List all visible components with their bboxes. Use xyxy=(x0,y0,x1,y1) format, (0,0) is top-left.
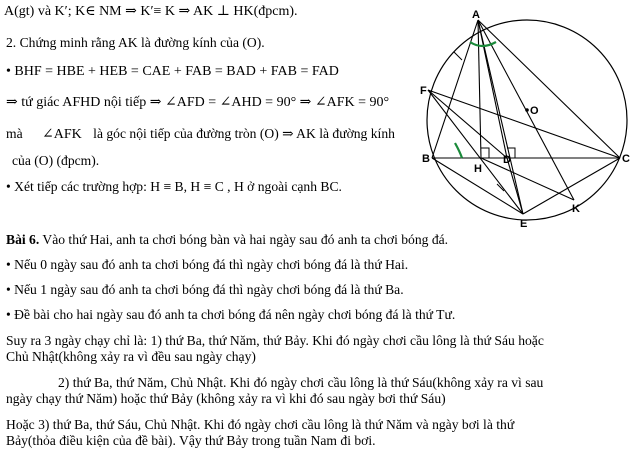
tick-mark-1 xyxy=(454,52,462,60)
proof-line-2: 2. Chứng minh rằng AK là đường kính của (O). xyxy=(6,35,265,50)
bullet-3: • Đề bài cho hai ngày sau đó anh ta chơi bóng đá nên ngày chơi bóng đá là thứ Tư. xyxy=(6,307,456,322)
point-o xyxy=(525,108,529,112)
label-c: C xyxy=(622,153,630,165)
case-2-line-2: ngày chạy thứ Năm) hoặc thứ Bảy (không xảy ra vì khi đó sau ngày bơi thứ Sáu) xyxy=(6,391,446,406)
case-1-line-1: Suy ra 3 ngày chạy chỉ là: 1) thứ Ba, thứ Năm, thứ Bảy. Khi đó ngày chơi cầu lông là thứ Sáu hoặc xyxy=(6,333,544,348)
label-k: K xyxy=(572,203,580,215)
angle-arc-b xyxy=(455,143,462,158)
circle-o xyxy=(427,20,627,220)
label-b: B xyxy=(422,153,430,165)
case-3-line-2: Bảy(thỏa điều kiện của đề bài). Vậy thứ Bảy trong tuần Nam đi bơi. xyxy=(6,433,376,448)
segment-ab xyxy=(432,20,478,158)
case-3-line-1: Hoặc 3) thứ Ba, thứ Sáu, Chủ Nhật. Khi đó ngày chơi cầu lông là thứ Năm và ngày bơi là thứ xyxy=(6,417,515,432)
proof-line-4: ⇒ tứ giác AFHD nội tiếp ⇒ ∠AFD = ∠AHD = 90° ⇒ ∠AFK = 90° xyxy=(6,95,390,110)
proof-line-6: của (O) (đpcm). xyxy=(12,153,100,168)
lesson-intro: Vào thứ Hai, anh ta chơi bóng bàn và hai ngày sau đó anh ta chơi bóng đá. xyxy=(42,232,449,247)
label-f: F xyxy=(420,85,427,97)
geometry-figure xyxy=(416,8,640,230)
bullet-1: • Nếu 0 ngày sau đó anh ta chơi bóng đá thì ngày chơi bóng đá là thứ Hai. xyxy=(6,257,409,272)
bullet-2: • Nếu 1 ngày sau đó anh ta chơi bóng đá thì ngày chơi bóng đá là thứ Ba. xyxy=(6,282,404,297)
label-e: E xyxy=(520,218,528,230)
right-angle-mark-h xyxy=(481,148,489,158)
proof-line-5-prefix: mà xyxy=(6,126,23,141)
angle-afk: ∠AFK xyxy=(42,127,82,142)
proof-line-3: • BHF = HBE + HEB = CAE + FAB = BAD + FAB = FAD xyxy=(6,64,339,79)
case-2-line-1: 2) thứ Ba, thứ Năm, Chủ Nhật. Khi đó ngày chơi cầu lông là thứ Sáu(không xảy ra vì sau xyxy=(58,375,544,390)
label-d: D xyxy=(503,154,511,166)
proof-line-7: • Xét tiếp các trường hợp: H ≡ B, H ≡ C , H ở ngoài cạnh BC. xyxy=(6,179,342,194)
label-a: A xyxy=(472,9,480,21)
segment-ac xyxy=(478,20,620,158)
case-1-line-2: Chủ Nhật(không xảy ra vì đều sau ngày chạy) xyxy=(6,349,256,364)
lesson-intro-line xyxy=(6,231,448,248)
proof-line-1: A(gt) và K′; K∈ NM ⇒ K′≡ K ⇒ AK ⊥ HK(đpcm). xyxy=(4,4,298,19)
label-o: O xyxy=(530,105,539,117)
proof-line-5-suffix: là góc nội tiếp của đường tròn (O) ⇒ AK là đường kính xyxy=(93,126,395,141)
lesson-title: Bài 6. xyxy=(6,232,40,247)
proof-line-5 xyxy=(6,125,395,143)
label-h: H xyxy=(474,163,482,175)
segment-hk xyxy=(481,158,574,200)
segment-ah xyxy=(478,20,481,158)
